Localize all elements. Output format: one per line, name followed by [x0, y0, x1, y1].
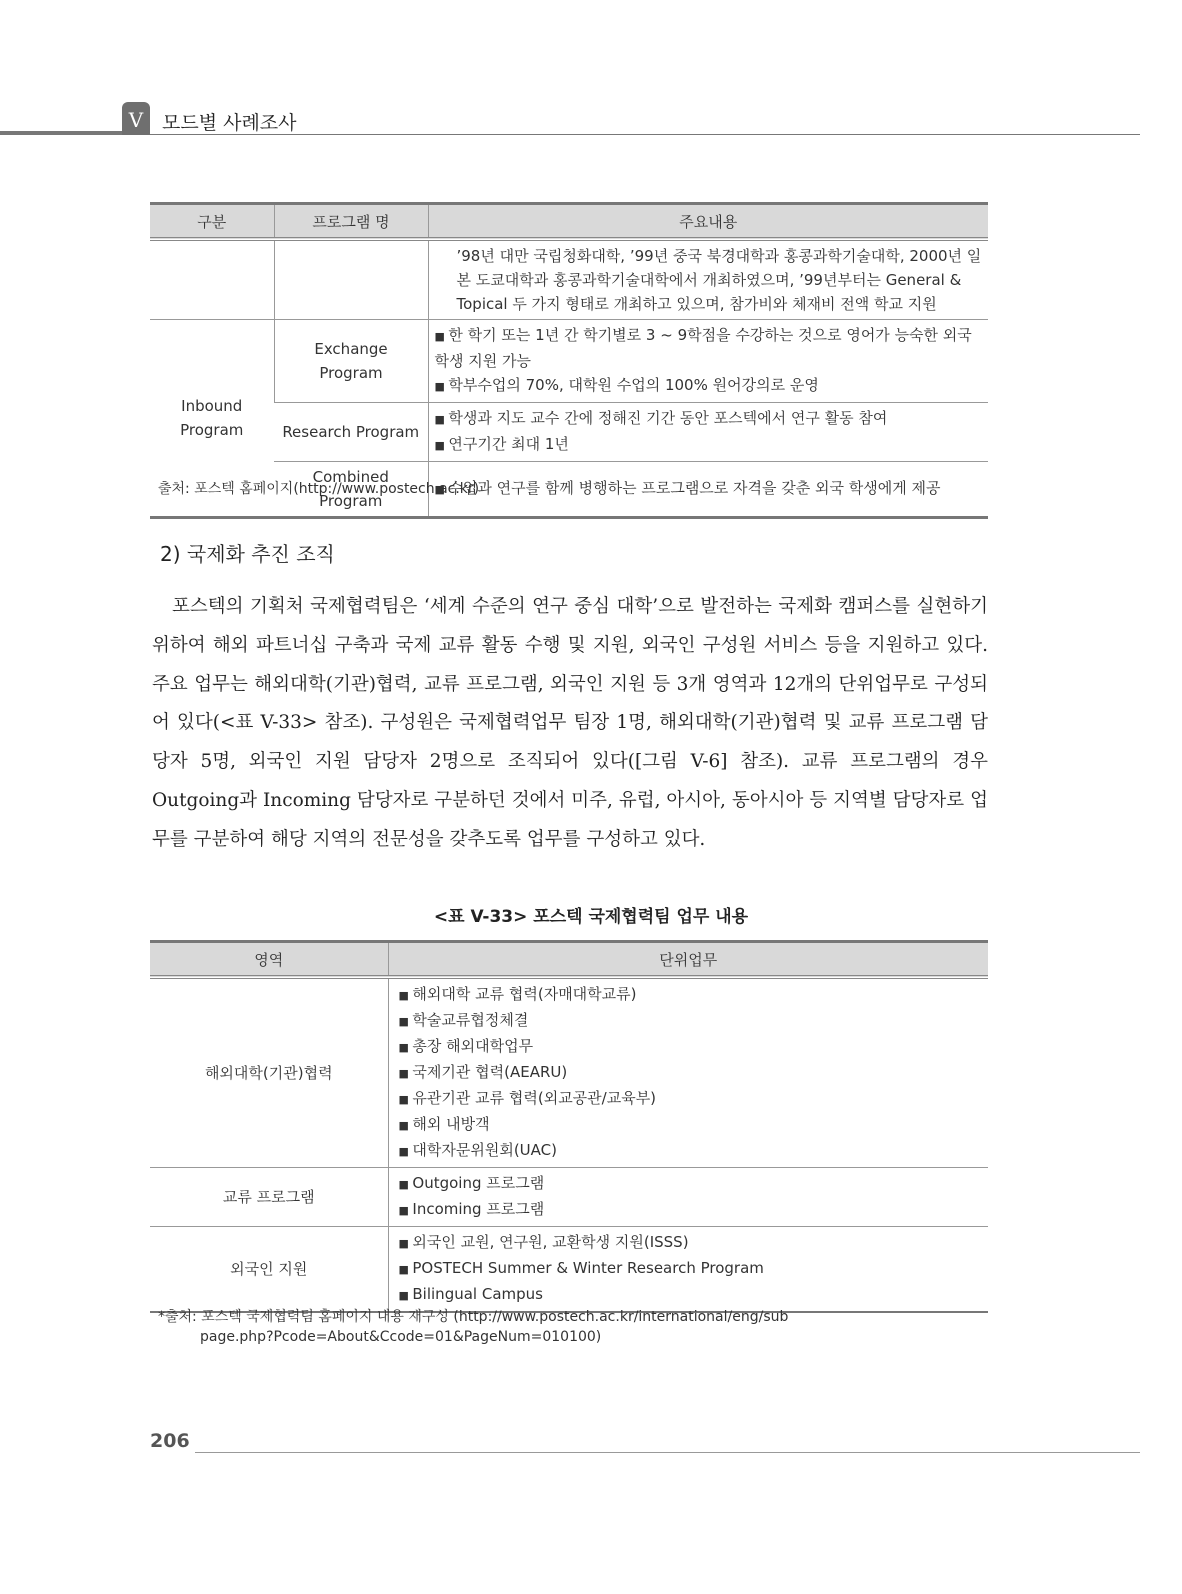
- list-item: ■ Incoming 프로그램: [399, 1197, 983, 1223]
- chapter-title: 모드별 사례조사: [162, 112, 297, 134]
- paragraph-text: 포스텍의 기획처 국제협력팀은 ‘세계 수준의 연구 중심 대학’으로 발전하는 국제화 캠퍼스를 실현하기 위하여 해외 파트너십 구축과 국제 교류 활동 수행 및 지원, 외국인 구성원 서비스 등을 지원하고 있다. 주요 업무는 해외대학(기관)협력, 교류 프로그램, 외국인 지원 등 3개 영역과 12개의 단위업무로 구성되어 있다(<표 V-33> 참조). 구성원은 국제협력업무 팀장 1명, 해외대학(기관)협력 및 교류 프로그램 담당자 5명, 외국인 지원 담당자 2명으로 조직되어 있다([그림 V-6] 참조). 교류 프로그램의 경우 Outgoing과 Incoming 담당자로 구분하던 것에서 미주, 유럽, 아시아, 동아시아 등 지역별 담당자로 업무를 구분하여 해당 지역의 전문성을 갖추도록 업무를 구성하고 있다.: [152, 596, 988, 850]
- list-item: ■ 수업과 연구를 함께 병행하는 프로그램으로 자격을 갖춘 외국 학생에게 제공: [435, 476, 983, 502]
- list-item: ■ 대학자문위원회(UAC): [399, 1138, 983, 1164]
- table-source: 출처: 포스텍 홈페이지(http://www.postech.ac.kr): [158, 481, 480, 497]
- col-header: 구분: [150, 204, 274, 240]
- header-rule: [150, 134, 1140, 135]
- table-row: [150, 1168, 988, 1227]
- col-header: 영역: [150, 942, 388, 978]
- page-number: 206: [150, 1430, 190, 1452]
- table-row: [150, 239, 988, 320]
- table-row: [150, 1227, 988, 1313]
- area-cell: 해외대학(기관)협력: [150, 977, 388, 1168]
- col-header: 주요내용: [428, 204, 988, 240]
- program-name: Exchange Program: [274, 320, 428, 403]
- area-cell: 외국인 지원: [150, 1227, 388, 1313]
- table-row: [150, 320, 988, 403]
- tasks-table: [150, 940, 988, 1313]
- list-item: ■ 외국인 교원, 연구원, 교환학생 지원(ISSS): [399, 1230, 983, 1256]
- list-item: ■ 학술교류협정체결: [399, 1008, 983, 1034]
- body-paragraph: [152, 588, 988, 860]
- list-item: ■ 학부수업의 70%, 대학원 수업의 100% 원어강의로 운영: [435, 373, 983, 399]
- chapter-badge: V: [122, 102, 150, 135]
- list-item: ■ 총장 해외대학업무: [399, 1034, 983, 1060]
- program-name: Combined Program: [274, 462, 428, 518]
- group-cell: Inbound Program: [150, 320, 274, 518]
- col-header: 단위업무: [388, 942, 988, 978]
- list-item: ■ 연구기간 최대 1년: [435, 432, 983, 458]
- table-source: *출처: 포스텍 국제협력팀 홈페이지 내용 재구성 (http://www.postech.ac.kr/international/eng/sub: [158, 1309, 789, 1325]
- program-table: [150, 202, 988, 519]
- list-item: ■ 한 학기 또는 1년 간 학기별로 3 ~ 9학점을 수강하는 것으로 영어가 능숙한 외국학생 지원 가능: [435, 323, 983, 373]
- list-item: ■ Outgoing 프로그램: [399, 1171, 983, 1197]
- col-header: 프로그램 명: [274, 204, 428, 240]
- list-item: ■ POSTECH Summer & Winter Research Program: [399, 1256, 983, 1282]
- table-row: [150, 977, 988, 1168]
- table-source: page.php?Pcode=About&Ccode=01&PageNum=010100): [200, 1329, 602, 1345]
- list-item: ■ Bilingual Campus: [399, 1282, 983, 1308]
- section-heading: 2) 국제화 추진 조직: [160, 542, 335, 566]
- list-item: ■ 유관기관 교류 협력(외교공관/교육부): [399, 1086, 983, 1112]
- footer-rule: [195, 1452, 1140, 1453]
- list-item: ■ 해외대학 교류 협력(자매대학교류): [399, 982, 983, 1008]
- table-caption: <표 V-33> 포스텍 국제협력팀 업무 내용: [433, 907, 749, 927]
- program-name: Research Program: [274, 403, 428, 462]
- list-item: ■ 국제기관 협력(AEARU): [399, 1060, 983, 1086]
- header-rule: [0, 131, 123, 135]
- list-item: ■ 해외 내방객: [399, 1112, 983, 1138]
- table-row: [150, 403, 988, 462]
- area-cell: 교류 프로그램: [150, 1168, 388, 1227]
- cell-content: ’98년 대만 국립청화대학, ’99년 중국 북경대학과 홍콩과학기술대학, 2000년 일본 도쿄대학과 홍콩과학기술대학에서 개최하였으며, ’99년부터는 General & Topical 두 가지 형태로 개최하고 있으며, 참가비와 체재비 전액 학교 지원: [428, 239, 988, 320]
- list-item: ■ 학생과 지도 교수 간에 정해진 기간 동안 포스텍에서 연구 활동 참여: [435, 406, 983, 432]
